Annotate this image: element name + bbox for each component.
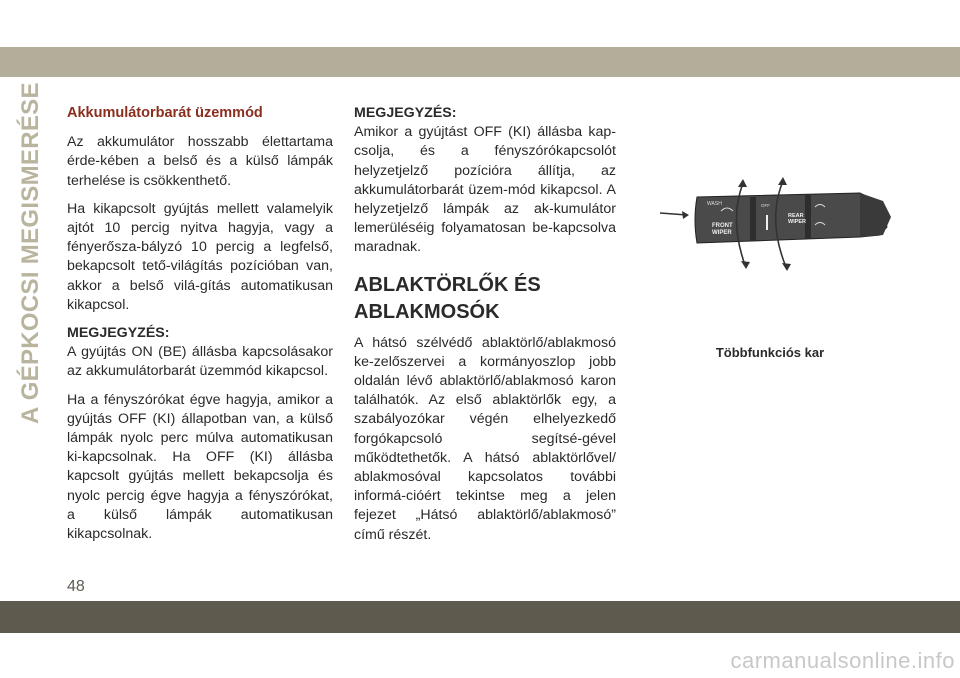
wash-label: WASH xyxy=(707,201,722,207)
rear-wiper-label: WIPER xyxy=(788,219,807,225)
lever-tip xyxy=(860,193,891,237)
paragraph: Ha a fényszórókat égve hagyja, amikor a gyújtás OFF (KI) állapotban van, a külső lámpák nyolc perc múlva automatikusan ki-kapcsolnak. Ha OFF (KI) állásba kapcsolt gyújtás mellett bekapcsolja és nyolc percig égve hagyja a fényszórókat, a külső lámpák automatikusan kikapcsolnak. xyxy=(67,391,333,543)
rotate-arrow-head xyxy=(782,263,791,271)
section-heading-wipers xyxy=(354,272,616,326)
paragraph: A hátsó szélvédő ablaktörlő/ablakmosó ke-zelőszervei a kormányoszlop jobb oldalán lévő ablaktörlő/ablakmosó karon találhatók. Az első ablaktörlők egy, a szabályozókar végén elhelyezkedő forgókapcsoló segítsé-gével működtethetők. A hátsó ablaktörlővel/ ablakmosóval kapcsolatos további informá-cióért tekintse meg a jelen fejezet „Hátsó ablaktörlő/ablakmosó” című részét. xyxy=(354,334,616,543)
front-label: FRONT xyxy=(712,223,733,229)
lever-collar xyxy=(805,195,811,239)
paragraph: Az akkumulátor hosszabb élettartama érde-kében a belső és a külső lámpák terhelése is csökkenthető. xyxy=(67,134,333,189)
push-arrow-head xyxy=(682,211,689,219)
middle-column xyxy=(354,104,616,554)
front-wiper-label: WIPER xyxy=(712,230,732,236)
rotate-arrow-head xyxy=(741,261,750,269)
section-heading-battery-saver: Akkumulátorbarát üzemmód xyxy=(67,105,263,121)
note xyxy=(67,324,333,382)
note xyxy=(354,104,616,258)
off-label: OFF xyxy=(761,203,770,208)
note-label: MEGJEGYZÉS: xyxy=(354,105,457,121)
bottom-band xyxy=(0,601,960,633)
rotate-arrow-head xyxy=(778,177,787,185)
lever-collar xyxy=(750,197,756,241)
figure-caption: Többfunkciós kar xyxy=(715,345,825,360)
watermark: carmanualsonline.info xyxy=(730,648,955,673)
multifunction-lever-illustration xyxy=(655,175,895,275)
note-text: A gyújtás ON (BE) állásba kapcsolásakor az akkumulátorbarát üzemmód kikapcsol. xyxy=(67,344,333,380)
top-band xyxy=(0,47,960,77)
page-number: 48 xyxy=(67,578,85,595)
left-column xyxy=(67,104,333,553)
rotate-arrow-head xyxy=(738,179,747,187)
rear-label: REAR xyxy=(788,213,804,219)
side-chapter-title: A GÉPKOCSI MEGISMERÉSE xyxy=(17,82,44,424)
note-label: MEGJEGYZÉS: xyxy=(67,325,170,342)
paragraph: Ha kikapcsolt gyújtás mellett valamelyik ajtót 10 percig nyitva hagyja, vagy a fényerősza-bályzó 10 percig a legfelső, bekapcsolt tető-világítás pozícióban van, akkor a belső vilá-gítás automatikusan kikapcsol. xyxy=(67,200,333,313)
note-text: Amikor a gyújtást OFF (KI) állásba kap-csolja, és a fényszórókapcsolót helyzetjelző pozícióra állítja, az akkumulátorbarát üzem-mód kikapcsol. A helyzetjelző lámpák az ak-kumulátor lemerüléséig folyamatosan be-kapcsolva maradnak. xyxy=(354,124,616,256)
heading-line: ABLAKMOSÓK xyxy=(354,300,500,323)
heading-line: ABLAKTÖRLŐK ÉS xyxy=(354,273,541,296)
